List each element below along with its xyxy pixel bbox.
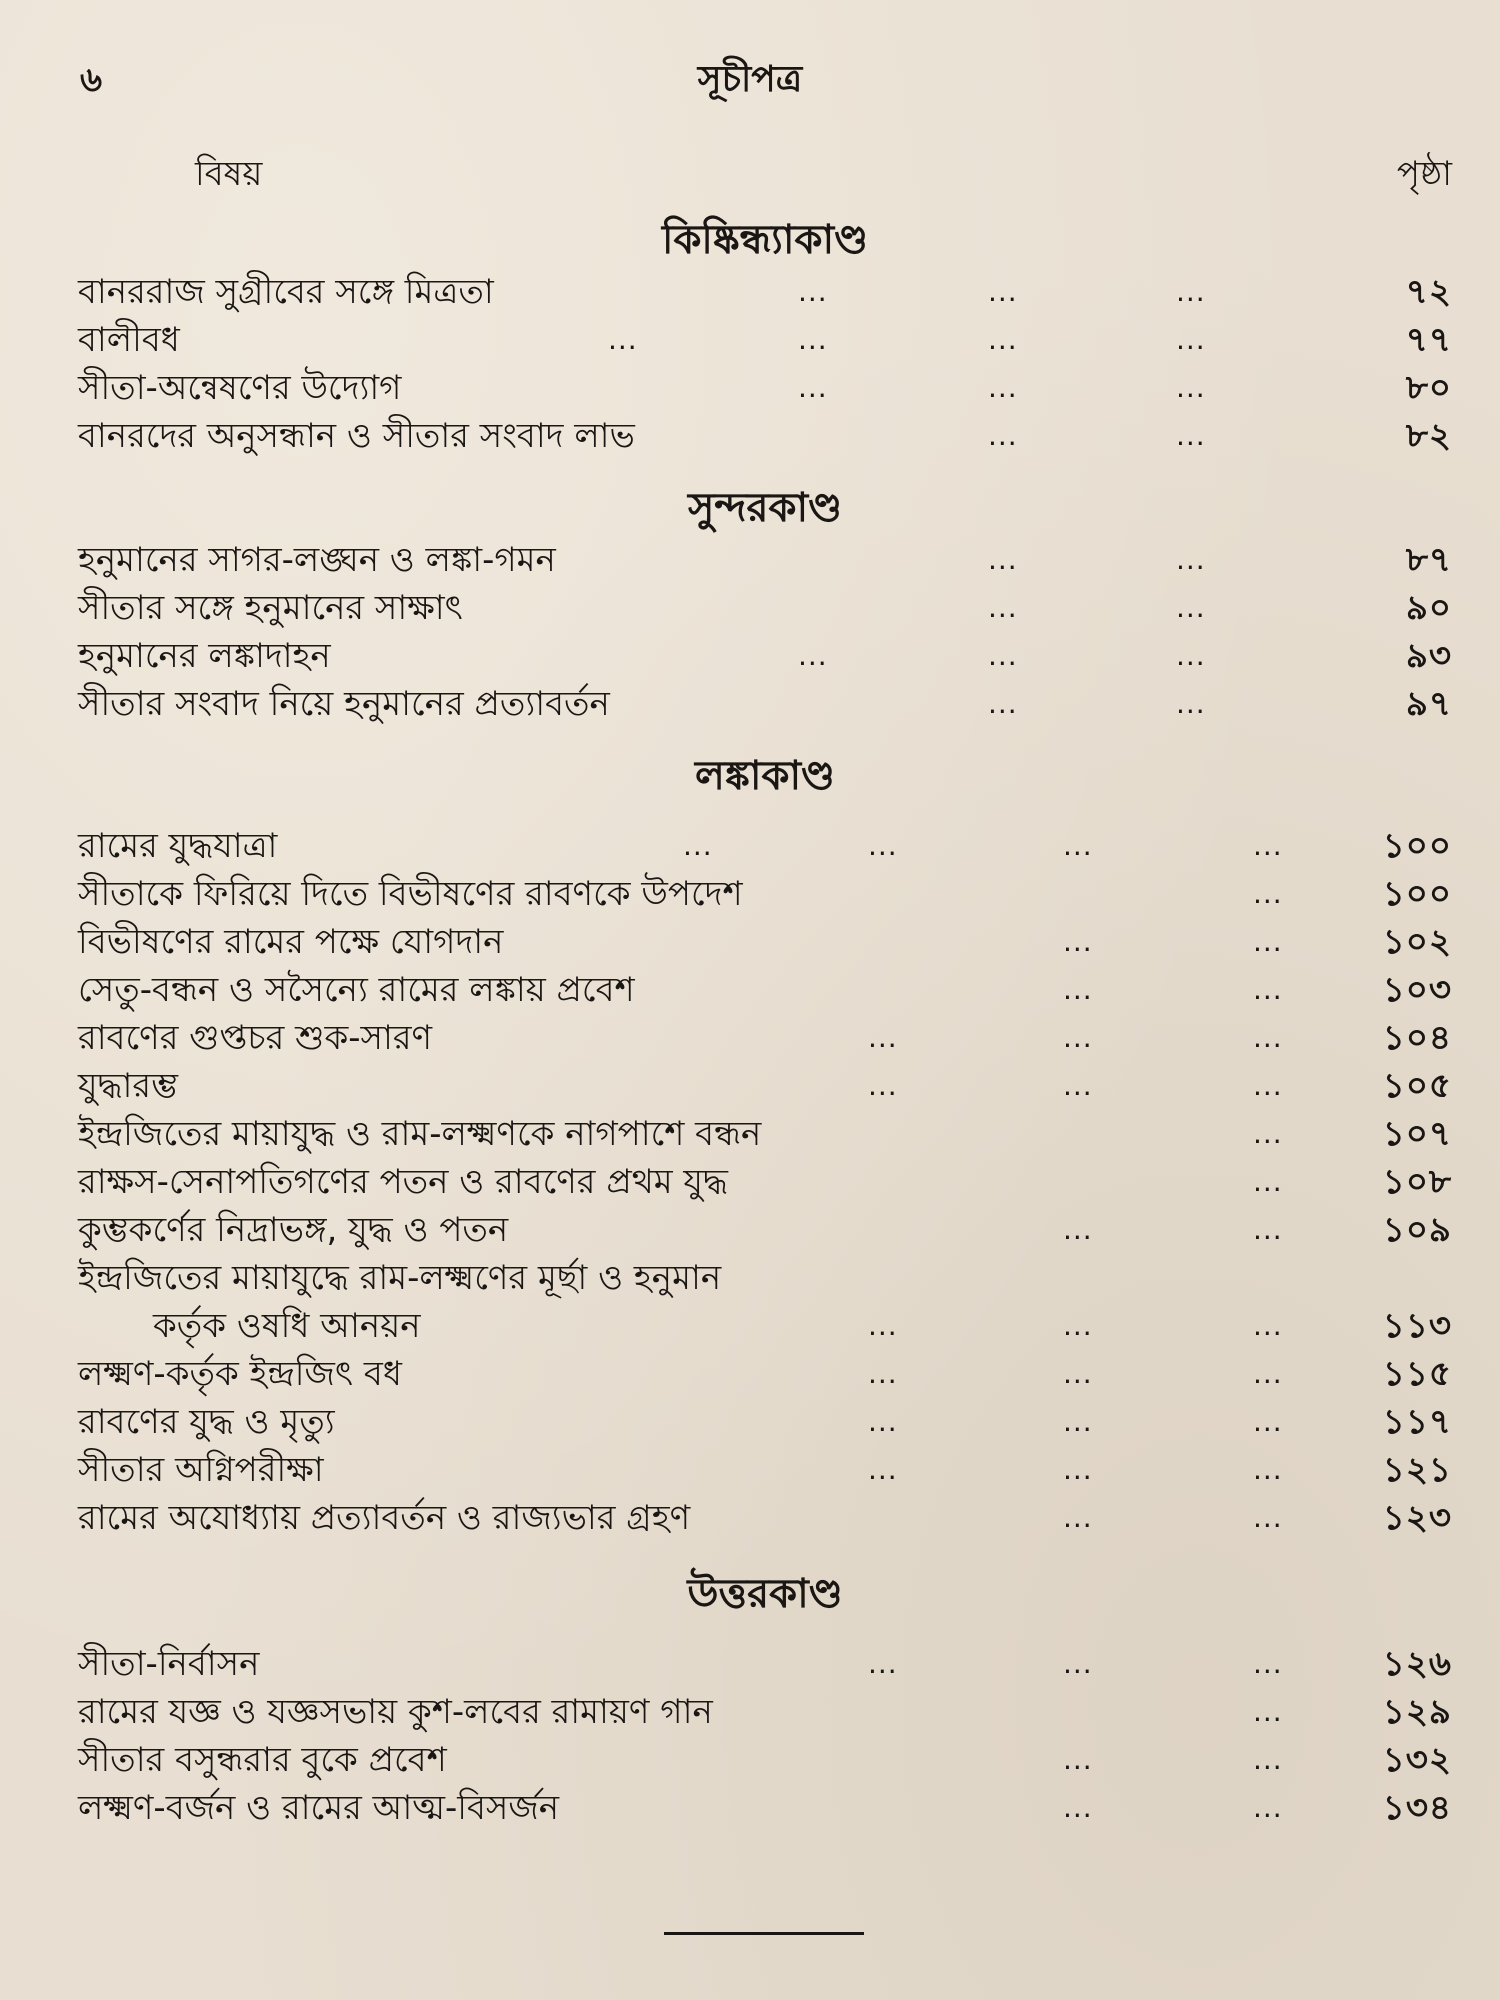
dot-leader: ... xyxy=(1253,1405,1283,1438)
subject-column-header: বিষয় xyxy=(195,154,263,194)
dot-leader: ... xyxy=(1176,639,1206,672)
entry-page-number: ১০৯ xyxy=(1382,1210,1452,1250)
dot-leader: ... xyxy=(1253,877,1283,910)
entry-title: কুম্ভকর্ণের নিদ্রাভঙ্গ, যুদ্ধ ও পতন xyxy=(78,1210,509,1250)
entry-page-number: ১২৩ xyxy=(1382,1498,1452,1538)
entry-title: রাবণের যুদ্ধ ও মৃত্যু xyxy=(78,1402,335,1442)
toc-entry[interactable] xyxy=(78,918,1452,966)
dot-leader: ... xyxy=(1253,1021,1283,1054)
dot-leader: ... xyxy=(1176,275,1206,308)
entry-page-number: ১০৮ xyxy=(1382,1162,1452,1202)
dot-leader: ... xyxy=(1176,371,1206,404)
entry-page-number: ১০৭ xyxy=(1382,1114,1452,1154)
toc-entry-first-line[interactable] xyxy=(78,1254,1452,1302)
dot-leader: ... xyxy=(988,323,1018,356)
section-title-uttar: উত্তরকাণ্ড xyxy=(687,1571,843,1617)
dot-leader: ... xyxy=(868,1357,898,1390)
toc-entry[interactable] xyxy=(78,822,1452,870)
entry-page-number: ৭৭ xyxy=(1405,320,1452,360)
entry-page-number: ১১৭ xyxy=(1382,1402,1452,1442)
toc-entry[interactable] xyxy=(78,584,1452,632)
entry-title: লক্ষ্মণ-বর্জন ও রামের আত্ম-বিসর্জন xyxy=(78,1788,560,1828)
dot-leader: ... xyxy=(1176,419,1206,452)
toc-entry[interactable] xyxy=(78,1206,1452,1254)
dot-leader: ... xyxy=(1176,687,1206,720)
entry-title-continuation: কর্তৃক ওষধি আনয়ন xyxy=(153,1306,421,1346)
dot-leader: ... xyxy=(1253,1117,1283,1150)
dot-leader: ... xyxy=(798,639,828,672)
dot-leader: ... xyxy=(1063,1501,1093,1534)
entry-page-number: ৯৩ xyxy=(1405,636,1452,676)
dot-leader: ... xyxy=(1063,1213,1093,1246)
entry-title: হনুমানের লঙ্কাদাহন xyxy=(78,636,331,676)
toc-entry[interactable] xyxy=(78,680,1452,728)
toc-entry[interactable] xyxy=(78,316,1452,364)
entry-page-number: ১২৯ xyxy=(1382,1692,1452,1732)
entry-page-number: ৮৭ xyxy=(1405,540,1452,580)
toc-entry[interactable] xyxy=(78,1014,1452,1062)
entry-title: রামের যজ্ঞ ও যজ্ঞসভায় কুশ-লবের রামায়ণ গান xyxy=(78,1692,713,1732)
entry-title: সীতার অগ্নিপরীক্ষা xyxy=(78,1450,324,1490)
entry-page-number: ১০৫ xyxy=(1382,1066,1452,1106)
entry-title: সীতা-অন্বেষণের উদ্যোগ xyxy=(78,368,402,408)
section-title-lanka: লঙ্কাকাণ্ড xyxy=(695,753,835,799)
dot-leader: ... xyxy=(798,275,828,308)
dot-leader: ... xyxy=(868,1453,898,1486)
toc-entry[interactable] xyxy=(78,1494,1452,1542)
toc-entry[interactable] xyxy=(78,536,1452,584)
dot-leader: ... xyxy=(1253,925,1283,958)
entry-title: সেতু-বন্ধন ও সসৈন্যে রামের লঙ্কায় প্রবেশ xyxy=(78,970,635,1010)
dot-leader: ... xyxy=(988,591,1018,624)
running-title: সূচীপত্র xyxy=(697,59,803,100)
dot-leader: ... xyxy=(1063,1743,1093,1776)
entry-title: ইন্দ্রজিতের মায়াযুদ্ধ ও রাম-লক্ষ্মণকে নাগপাশে বন্ধন xyxy=(78,1114,762,1154)
table-of-contents xyxy=(78,212,1452,1832)
dot-leader: ... xyxy=(1253,973,1283,1006)
dot-leader: ... xyxy=(868,1069,898,1102)
dot-leader: ... xyxy=(988,639,1018,672)
column-headers xyxy=(195,150,1452,198)
dot-leader: ... xyxy=(1063,829,1093,862)
entry-title: বানররাজ সুগ্রীবের সঙ্গে মিত্রতা xyxy=(78,272,494,312)
entry-page-number: ১৩২ xyxy=(1382,1740,1452,1780)
toc-entry[interactable] xyxy=(78,1350,1452,1398)
dot-leader: ... xyxy=(1253,1165,1283,1198)
dot-leader: ... xyxy=(868,1021,898,1054)
toc-entry[interactable] xyxy=(78,1736,1452,1784)
dot-leader: ... xyxy=(1176,543,1206,576)
toc-entry[interactable] xyxy=(78,1062,1452,1110)
dot-leader: ... xyxy=(1063,1453,1093,1486)
toc-entry[interactable] xyxy=(78,632,1452,680)
dot-leader: ... xyxy=(1176,323,1206,356)
dot-leader: ... xyxy=(988,419,1018,452)
dot-leader: ... xyxy=(1253,1743,1283,1776)
toc-entry-continuation[interactable] xyxy=(78,1302,1452,1350)
dot-leader: ... xyxy=(1063,925,1093,958)
entry-title: ইন্দ্রজিতের মায়াযুদ্ধে রাম-লক্ষ্মণের মূর্ছা ও হনুমান xyxy=(78,1258,722,1298)
dot-leader: ... xyxy=(1253,1453,1283,1486)
dot-leader: ... xyxy=(1253,1647,1283,1680)
entry-title: রামের যুদ্ধযাত্রা xyxy=(78,826,278,866)
section-title-sundar: সুন্দরকাণ্ড xyxy=(687,485,843,531)
section-title-kishkindhya: কিষ্কিন্ধ্যাকাণ্ড xyxy=(662,217,868,263)
dot-leader: ... xyxy=(868,1405,898,1438)
dot-leader: ... xyxy=(798,323,828,356)
entry-page-number: ১০৩ xyxy=(1382,970,1452,1010)
entry-page-number: ১১৫ xyxy=(1382,1354,1452,1394)
dot-leader: ... xyxy=(1253,1309,1283,1342)
entry-page-number: ১২১ xyxy=(1382,1450,1452,1490)
dot-leader: ... xyxy=(1253,1213,1283,1246)
entry-page-number: ৯৭ xyxy=(1405,684,1452,724)
entry-title: সীতাকে ফিরিয়ে দিতে বিভীষণের রাবণকে উপদেশ xyxy=(78,874,743,914)
entry-title: বালীবধ xyxy=(78,320,180,360)
dot-leader: ... xyxy=(1063,1309,1093,1342)
toc-entry[interactable] xyxy=(78,1640,1452,1688)
dot-leader: ... xyxy=(1253,1501,1283,1534)
dot-leader: ... xyxy=(988,371,1018,404)
dot-leader: ... xyxy=(1253,1791,1283,1824)
entry-title: সীতার সঙ্গে হনুমানের সাক্ষাৎ xyxy=(78,588,463,628)
entry-title: সীতার বসুন্ধরার বুকে প্রবেশ xyxy=(78,1740,447,1780)
dot-leader: ... xyxy=(608,323,638,356)
dot-leader: ... xyxy=(1063,1021,1093,1054)
toc-entry[interactable] xyxy=(78,364,1452,412)
toc-entry[interactable] xyxy=(78,268,1452,316)
dot-leader: ... xyxy=(1253,1695,1283,1728)
toc-entry[interactable] xyxy=(78,1158,1452,1206)
page-number: ৬ xyxy=(80,60,103,100)
entry-page-number: ১৩৪ xyxy=(1382,1788,1452,1828)
toc-entry[interactable] xyxy=(78,1784,1452,1832)
entry-page-number: ১১৩ xyxy=(1382,1306,1452,1346)
entry-title: বিভীষণের রামের পক্ষে যোগদান xyxy=(78,922,504,962)
dot-leader: ... xyxy=(1063,973,1093,1006)
dot-leader: ... xyxy=(1063,1069,1093,1102)
entry-page-number: ১০০ xyxy=(1382,826,1452,866)
page-column-header: পৃষ্ঠা xyxy=(1396,154,1452,194)
toc-entry[interactable] xyxy=(78,1110,1452,1158)
entry-page-number: ১০৪ xyxy=(1382,1018,1452,1058)
entry-page-number: ১০২ xyxy=(1382,922,1452,962)
entry-title: লক্ষ্মণ-কর্তৃক ইন্দ্রজিৎ বধ xyxy=(78,1354,402,1394)
entry-title: বানরদের অনুসন্ধান ও সীতার সংবাদ লাভ xyxy=(78,416,635,456)
toc-entry[interactable] xyxy=(78,1398,1452,1446)
toc-entry[interactable] xyxy=(78,870,1452,918)
entry-title: সীতা-নির্বাসন xyxy=(78,1644,260,1684)
dot-leader: ... xyxy=(798,371,828,404)
entry-page-number: ৮০ xyxy=(1405,368,1452,408)
entry-page-number: ১০০ xyxy=(1382,874,1452,914)
entry-page-number: ৮২ xyxy=(1405,416,1452,456)
toc-entry[interactable] xyxy=(78,1446,1452,1494)
dot-leader: ... xyxy=(988,275,1018,308)
dot-leader: ... xyxy=(988,543,1018,576)
dot-leader: ... xyxy=(1063,1791,1093,1824)
dot-leader: ... xyxy=(868,1309,898,1342)
entry-page-number: ১২৬ xyxy=(1382,1644,1452,1684)
toc-entry[interactable] xyxy=(78,412,1452,460)
entry-title: রামের অযোধ্যায় প্রত্যাবর্তন ও রাজ্যভার গ্রহণ xyxy=(78,1498,691,1538)
entry-title: হনুমানের সাগর-লঙ্ঘন ও লঙ্কা-গমন xyxy=(78,540,556,580)
closing-rule xyxy=(664,1932,864,1935)
dot-leader: ... xyxy=(1253,829,1283,862)
toc-entry[interactable] xyxy=(78,966,1452,1014)
dot-leader: ... xyxy=(683,829,713,862)
dot-leader: ... xyxy=(868,829,898,862)
entry-title: যুদ্ধারম্ভ xyxy=(78,1066,178,1106)
dot-leader: ... xyxy=(1063,1357,1093,1390)
entry-title: রাক্ষস-সেনাপতিগণের পতন ও রাবণের প্রথম যুদ্ধ xyxy=(78,1162,728,1202)
entry-title: রাবণের গুপ্তচর শুক-সারণ xyxy=(78,1018,433,1058)
entry-page-number: ৯০ xyxy=(1405,588,1452,628)
entry-page-number: ৭২ xyxy=(1405,272,1452,312)
dot-leader: ... xyxy=(988,687,1018,720)
dot-leader: ... xyxy=(1063,1405,1093,1438)
dot-leader: ... xyxy=(1253,1069,1283,1102)
entry-title: সীতার সংবাদ নিয়ে হনুমানের প্রত্যাবর্তন xyxy=(78,684,610,724)
toc-entry[interactable] xyxy=(78,1688,1452,1736)
dot-leader: ... xyxy=(1063,1647,1093,1680)
dot-leader: ... xyxy=(1176,591,1206,624)
dot-leader: ... xyxy=(868,1647,898,1680)
dot-leader: ... xyxy=(1253,1357,1283,1390)
